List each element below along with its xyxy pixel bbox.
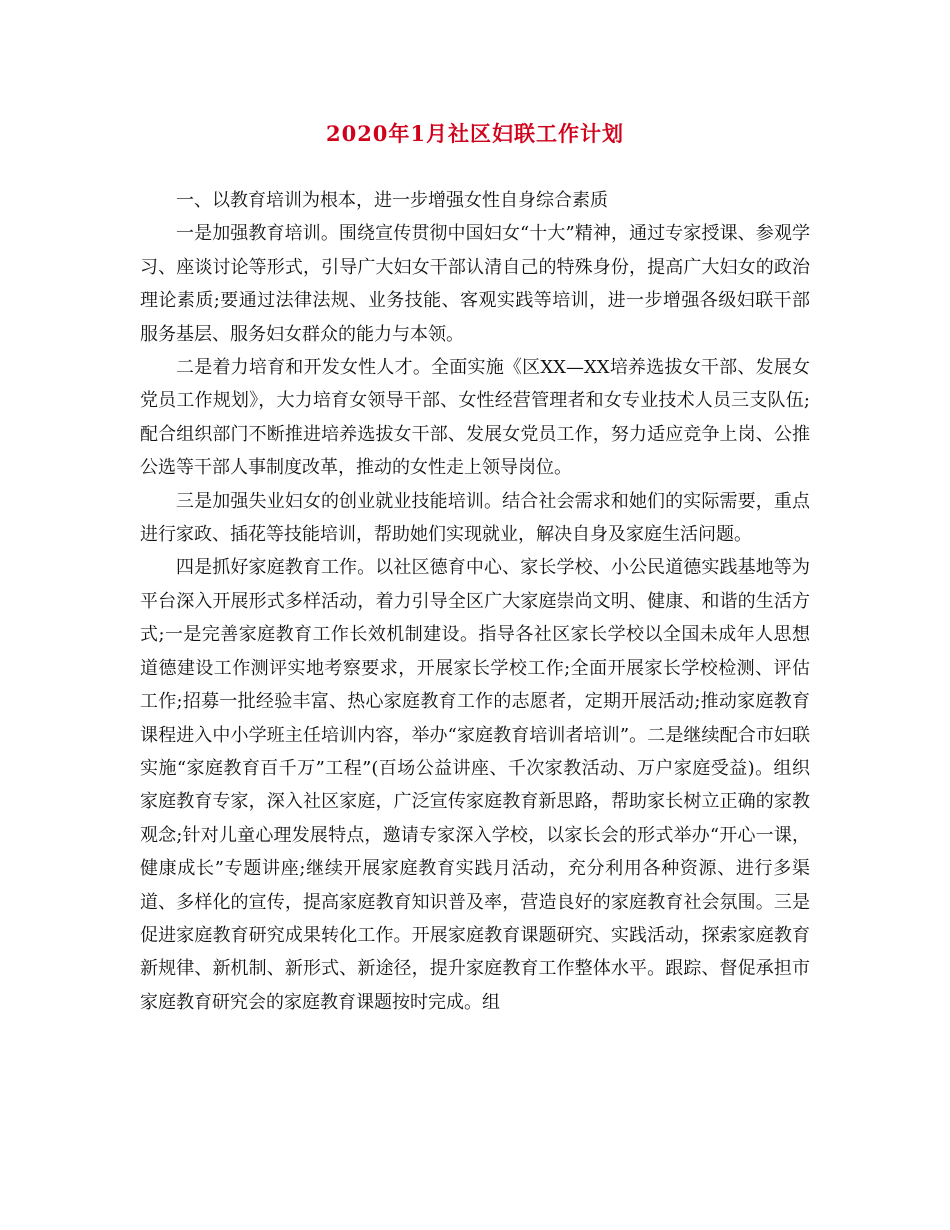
document-title: 2020年1月社区妇联工作计划 (325, 121, 625, 146)
paragraph-employment-training: 三是加强失业妇女的创业就业技能培训。结合社会需求和她们的实际需要，重点进行家政、插花等技能培训，帮助她们实现就业，解决自身及家庭生活问题。 (140, 490, 810, 546)
paragraph-female-talent: 二是着力培育和开发女性人才。全面实施《区XX—XX培养选拔女干部、发展女党员工作规划》，大力培育女领导干部、女性经营管理者和女专业技术人员三支队伍;配合组织部门不断推进培养选拔女干部、发展女党员工作，努力适应竞争上岗、公推公选等干部人事制度改革，推动的女性走上领导岗位。 (140, 357, 810, 479)
paragraph-family-education: 四是抓好家庭教育工作。以社区德育中心、家长学校、小公民道德实践基地等为平台深入开展形式多样活动，着力引导全区广大家庭崇尚文明、健康、和谐的生活方式;一是完善家庭教育工作长效机制建设。指导各社区家长学校以全国未成年人思想道德建设工作测评实地考察要求，开展家长学校工作;全面开展家长学校检测、评估工作;招募一批经验丰富、热心家庭教育工作的志愿者，定期开展活动;推动家庭教育课程进入中小学班主任培训内容，举办“家庭教育培训者培训”。二是继续配合市妇联实施“家庭教育百千万”工程”(百场公益讲座、千次家教活动、万户家庭受益)。组织家庭教育专家，深入社区家庭，广泛宣传家庭教育新思路，帮助家长树立正确的家教观念;针对儿童心理发展特点，邀请专家深入学校，以家长会的形式举办“开心一课，健康成长”专题讲座;继续开展家庭教育实践月活动，充分利用各种资源、进行多渠道、多样化的宣传，提高家庭教育知识普及率，营造良好的家庭教育社会氛围。三是促进家庭教育研究成果转化工作。开展家庭教育课题研究、实践活动，探索家庭教育新规律、新机制、新形式、新途径，提升家庭教育工作整体水平。跟踪、督促承担市家庭教育研究会的家庭教育课题按时完成。组 (140, 557, 810, 1013)
paragraph-education-training: 一是加强教育培训。围绕宣传贯彻中国妇女“十大”精神，通过专家授课、参观学习、座谈讨论等形式，引导广大妇女干部认清自己的特殊身份，提高广大妇女的政治理论素质;要通过法律法规、业务技能、客观实践等培训，进一步增强各级妇联干部服务基层、服务妇女群众的能力与本领。 (140, 223, 810, 345)
section-heading-1: 一、以教育培训为根本，进一步增强女性自身综合素质 (176, 190, 608, 211)
document-body (140, 184, 810, 1019)
